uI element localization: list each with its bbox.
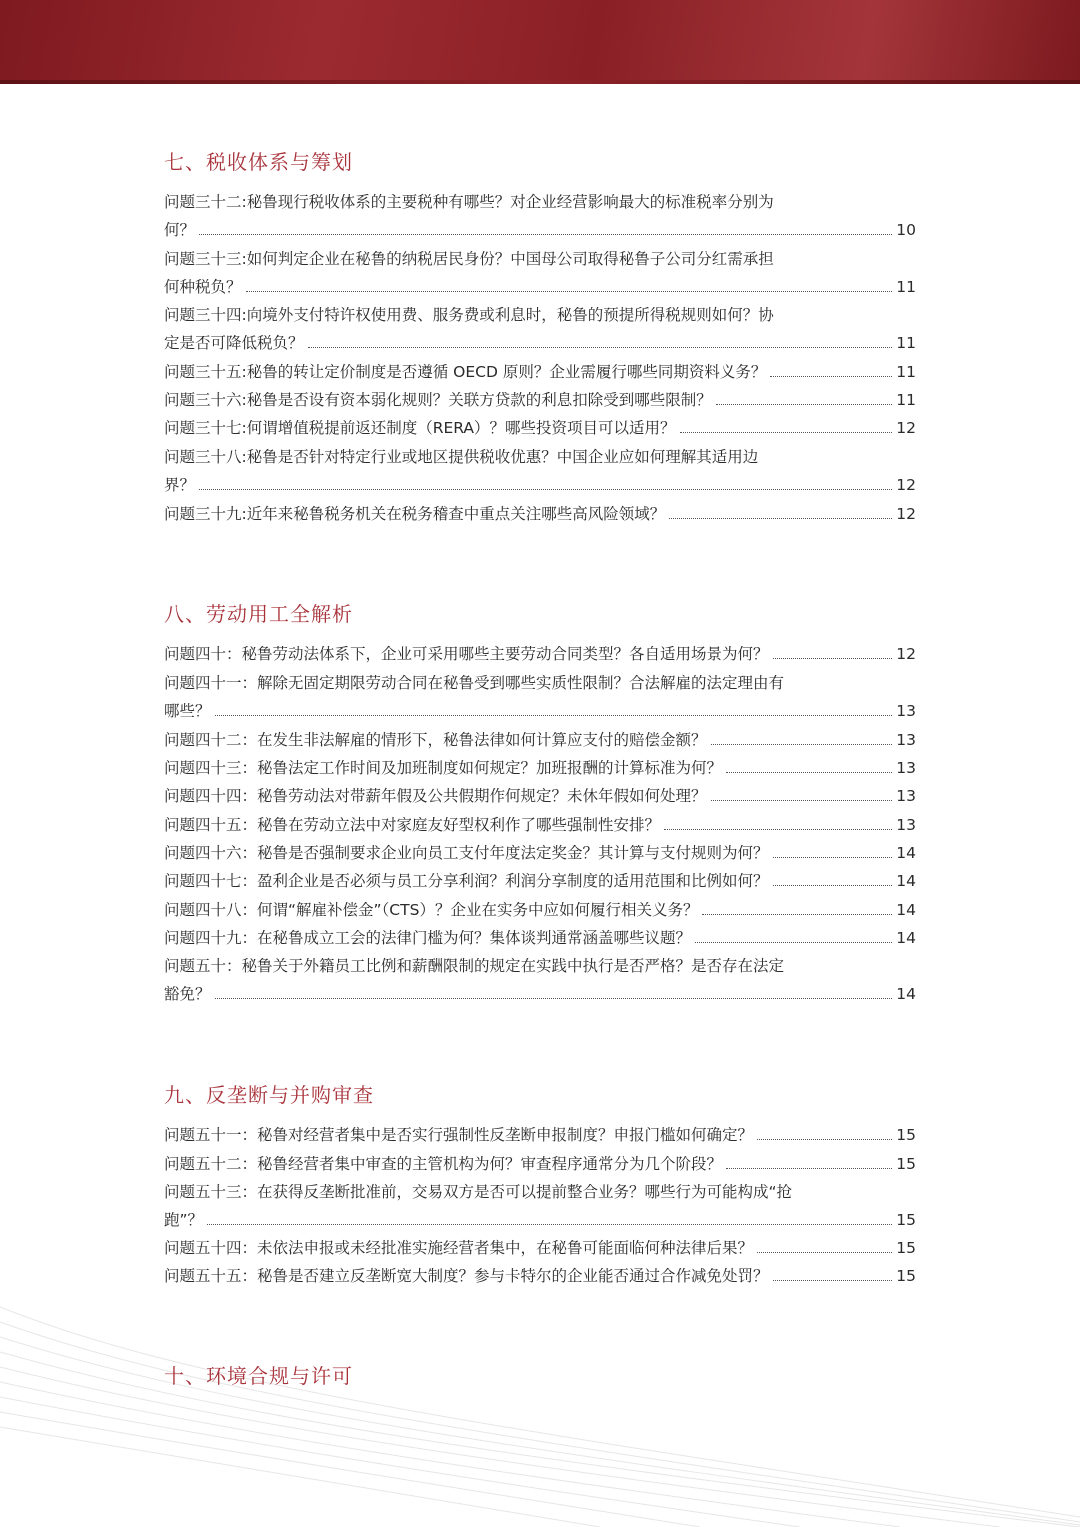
page-number: 13 [896, 731, 916, 749]
page-number: 15 [896, 1267, 916, 1285]
toc-entry[interactable] [164, 386, 916, 414]
dot-leader [669, 517, 892, 519]
dot-leader [726, 1167, 892, 1169]
toc-entry-text: 问题三十五:秘鲁的转让定价制度是否遵循 OECD 原则？企业需履行哪些同期资料义务？ [164, 363, 767, 381]
toc-entry[interactable] [164, 1234, 916, 1262]
page-number: 15 [896, 1155, 916, 1173]
toc-entry-text: 问题三十九:近年来秘鲁税务机关在税务稽查中重点关注哪些高风险领域？ [164, 505, 666, 523]
page-number: 15 [896, 1211, 916, 1229]
toc-entry[interactable] [164, 896, 916, 924]
dot-leader [215, 714, 893, 716]
toc-entry[interactable] [164, 669, 916, 725]
toc-entry[interactable] [164, 952, 916, 1008]
page-number: 13 [896, 702, 916, 720]
dot-leader [680, 431, 893, 433]
dot-leader [199, 488, 892, 490]
toc-entry[interactable] [164, 811, 916, 839]
decorative-waves [0, 1267, 1080, 1527]
toc-entry[interactable] [164, 414, 916, 442]
dot-leader [664, 828, 892, 830]
dot-leader [695, 941, 892, 943]
page-number: 15 [896, 1126, 916, 1144]
dot-leader [199, 233, 892, 235]
page-number: 11 [896, 363, 916, 381]
toc-entry-text: 问题四十五：秘鲁在劳动立法中对家庭友好型权利作了哪些强制性安排？ [164, 816, 661, 834]
toc-entry-text: 界？ [164, 476, 196, 494]
page-number: 14 [896, 929, 916, 947]
section-title: 十、环境合规与许可 [164, 1364, 353, 1388]
dot-leader [770, 375, 892, 377]
toc-entry[interactable] [164, 754, 916, 782]
toc-entry-text: 何？ [164, 221, 196, 239]
page-number: 14 [896, 985, 916, 1003]
toc-entry[interactable] [164, 839, 916, 867]
toc-entry[interactable] [164, 358, 916, 386]
dot-leader [726, 771, 892, 773]
header-banner [0, 0, 1080, 84]
section-title: 九、反垄断与并购审查 [164, 1083, 374, 1107]
page-number: 14 [896, 872, 916, 890]
page-number: 11 [896, 391, 916, 409]
toc-entry-text: 问题四十三：秘鲁法定工作时间及加班制度如何规定？加班报酬的计算标准为何？ [164, 759, 723, 777]
toc-entry[interactable] [164, 640, 916, 668]
toc-entry-text: 问题三十二:秘鲁现行税收体系的主要税种有哪些？对企业经营影响最大的标准税率分别为 [164, 193, 774, 211]
page-number: 12 [896, 476, 916, 494]
toc-entry[interactable] [164, 1150, 916, 1178]
toc-entry[interactable] [164, 867, 916, 895]
toc-entry-text: 何种税负？ [164, 278, 242, 296]
page-number: 10 [896, 221, 916, 239]
toc-entry[interactable] [164, 924, 916, 952]
toc-entry-text: 问题四十九：在秘鲁成立工会的法律门槛为何？集体谈判通常涵盖哪些议题？ [164, 929, 692, 947]
toc-entry-text: 问题五十三：在获得反垄断批准前，交易双方是否可以提前整合业务？哪些行为可能构成“抢 [164, 1183, 793, 1201]
toc-entry-text: 哪些？ [164, 702, 211, 720]
toc-entry[interactable] [164, 1121, 916, 1149]
page-number: 12 [896, 505, 916, 523]
toc-entry[interactable] [164, 726, 916, 754]
toc-entry-text: 问题五十：秘鲁关于外籍员工比例和薪酬限制的规定在实践中执行是否严格？是否存在法定 [164, 957, 785, 975]
page-number: 14 [896, 901, 916, 919]
toc-entry-text: 问题四十一：解除无固定期限劳动合同在秘鲁受到哪些实质性限制？合法解雇的法定理由有 [164, 674, 785, 692]
toc-entry-text: 问题四十二：在发生非法解雇的情形下，秘鲁法律如何计算应支付的赔偿金额？ [164, 731, 707, 749]
dot-leader [773, 884, 893, 886]
page-number: 13 [896, 759, 916, 777]
page-number: 11 [896, 278, 916, 296]
toc-entry-text: 问题三十七:何谓增值税提前返还制度（RERA）？哪些投资项目可以适用？ [164, 419, 676, 437]
dot-leader [773, 856, 893, 858]
dot-leader [773, 1279, 893, 1281]
toc-entry[interactable] [164, 188, 916, 244]
page-number: 13 [896, 787, 916, 805]
toc-entry-text: 问题三十八:秘鲁是否针对特定行业或地区提供税收优惠？中国企业应如何理解其适用边 [164, 448, 759, 466]
toc-entry[interactable] [164, 245, 916, 301]
dot-leader [702, 913, 892, 915]
toc-entry[interactable] [164, 443, 916, 499]
toc-entry-text: 豁免？ [164, 985, 211, 1003]
dot-leader [757, 1251, 892, 1253]
toc-entry-text: 问题四十：秘鲁劳动法体系下，企业可采用哪些主要劳动合同类型？各自适用场景为何？ [164, 645, 769, 663]
page-number: 12 [896, 419, 916, 437]
toc-entry-text: 问题四十八：何谓“解雇补偿金”（CTS）？企业在实务中应如何履行相关义务？ [164, 901, 699, 919]
toc-entry-text: 问题三十三:如何判定企业在秘鲁的纳税居民身份？中国母公司取得秘鲁子公司分红需承担 [164, 250, 774, 268]
dot-leader [716, 403, 893, 405]
section-title: 七、税收体系与筹划 [164, 150, 353, 174]
section-title: 八、劳动用工全解析 [164, 602, 353, 626]
toc-entry[interactable] [164, 500, 916, 528]
toc-entry-text: 问题三十四:向境外支付特许权使用费、服务费或利息时，秘鲁的预提所得税规则如何？协 [164, 306, 774, 324]
toc-entry-text: 定是否可降低税负？ [164, 334, 304, 352]
toc-entry[interactable] [164, 1178, 916, 1234]
dot-leader [308, 346, 893, 348]
toc-entry[interactable] [164, 782, 916, 810]
page-number: 11 [896, 334, 916, 352]
dot-leader [711, 799, 893, 801]
toc-entry-text: 问题五十四：未依法申报或未经批准实施经营者集中，在秘鲁可能面临何种法律后果？ [164, 1239, 754, 1257]
dot-leader [773, 657, 893, 659]
toc-entry-text: 问题五十二：秘鲁经营者集中审查的主管机构为何？审查程序通常分为几个阶段？ [164, 1155, 723, 1173]
toc-entry[interactable] [164, 301, 916, 357]
dot-leader [711, 743, 893, 745]
dot-leader [207, 1223, 892, 1225]
page-number: 14 [896, 844, 916, 862]
dot-leader [246, 290, 893, 292]
page-number: 13 [896, 816, 916, 834]
dot-leader [215, 997, 893, 999]
toc-entry-text: 问题五十五：秘鲁是否建立反垄断宽大制度？参与卡特尔的企业能否通过合作减免处罚？ [164, 1267, 769, 1285]
toc-entry-text: 跑”？ [164, 1211, 204, 1229]
toc-entry-text: 问题五十一：秘鲁对经营者集中是否实行强制性反垄断申报制度？申报门槛如何确定？ [164, 1126, 754, 1144]
toc-entry[interactable] [164, 1262, 916, 1290]
toc-entry-text: 问题四十六：秘鲁是否强制要求企业向员工支付年度法定奖金？其计算与支付规则为何？ [164, 844, 769, 862]
toc-entry-text: 问题四十四：秘鲁劳动法对带薪年假及公共假期作何规定？未休年假如何处理？ [164, 787, 707, 805]
dot-leader [757, 1138, 892, 1140]
page-number: 12 [896, 645, 916, 663]
page-number: 15 [896, 1239, 916, 1257]
toc-entry-text: 问题四十七：盈利企业是否必须与员工分享利润？利润分享制度的适用范围和比例如何？ [164, 872, 769, 890]
toc-entry-text: 问题三十六:秘鲁是否设有资本弱化规则？关联方贷款的利息扣除受到哪些限制？ [164, 391, 712, 409]
